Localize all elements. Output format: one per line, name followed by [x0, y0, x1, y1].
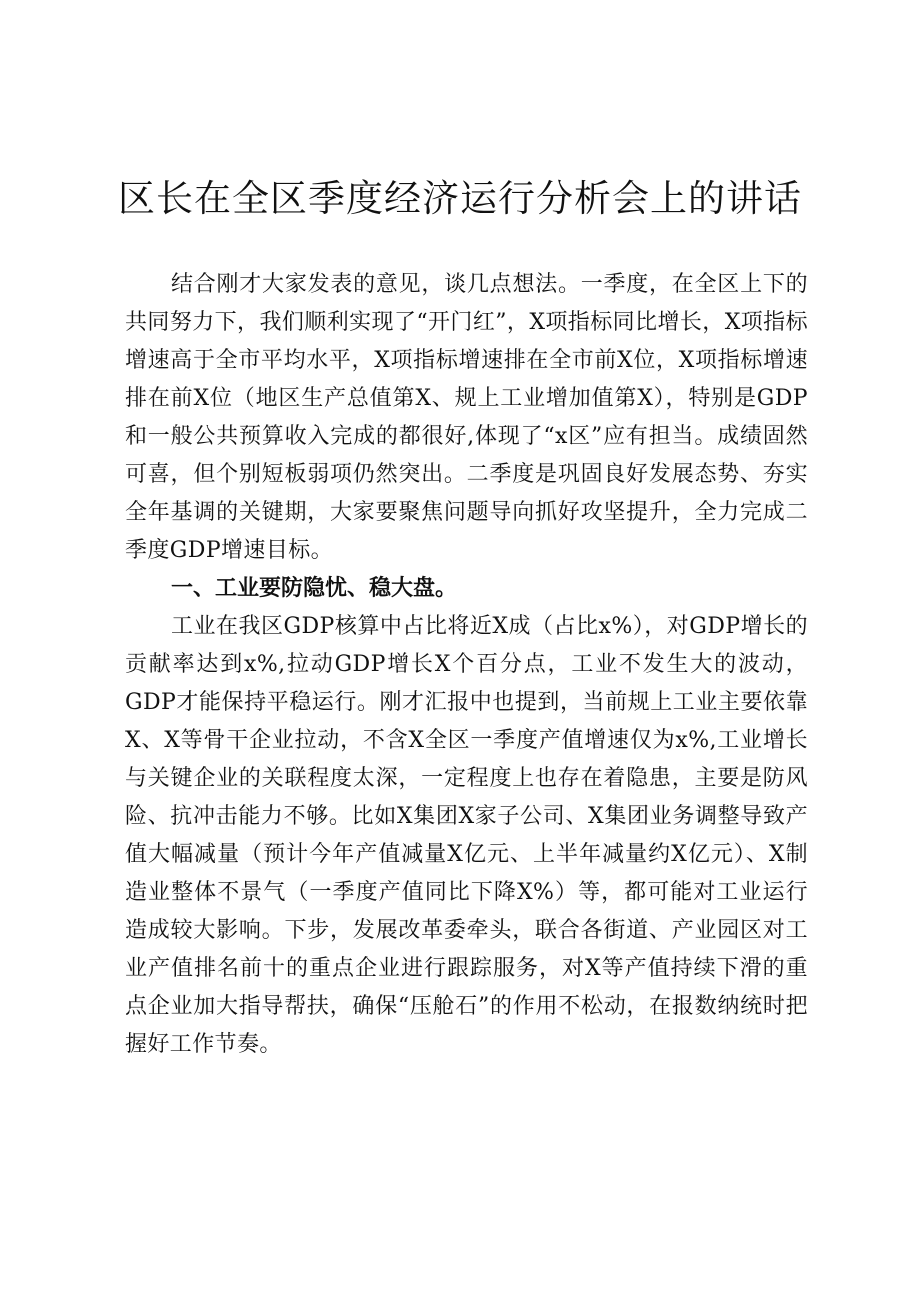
section-paragraph-industry: 工业在我区GDP核算中占比将近X成（占比x%），对GDP增长的贡献率达到x%,拉动GDP增长X个百分点，工业不发生大的波动，GDP才能保持平稳运行。刚才汇报中也提到，当前规上工业主要依靠X、X等骨干企业拉动，不含X全区一季度产值增速仅为x%,工业增长与关键企业的关联程度太深，一定程度上也存在着隐患，主要是防风险、抗冲击能力不够。比如X集团X家子公司、X集团业务调整导致产值大幅减量（预计今年产值减量X亿元、上半年减量约X亿元）、X制造业整体不景气（一季度产值同比下降X%）等，都可能对工业运行造成较大影响。下步，发展改革委牵头，联合各街道、产业园区对工业产值排名前十的重点企业进行跟踪服务，对X等产值持续下滑的重点企业加大指导帮扶，确保“压舱石”的作用不松动，在报数纳统时把握好工作节奏。	[125, 614, 808, 1057]
section-heading-industry: 一、工业要防隐忧、稳大盘。	[171, 576, 458, 601]
document-body	[125, 266, 808, 1064]
intro-paragraph: 结合刚才大家发表的意见，谈几点想法。一季度，在全区上下的共同努力下，我们顺利实现了“开门红”，X项指标同比增长，X项指标增速高于全市平均水平，X项指标增速排在全市前X位，X项指标增速排在前X位（地区生产总值第X、规上工业增加值第X），特别是GDP和一般公共预算收入完成的都很好,体现了“x区”应有担当。成绩固然可喜，但个别短板弱项仍然突出。二季度是巩固良好发展态势、夯实全年基调的关键期，大家要聚焦问题导向抓好攻坚提升，全力完成二季度GDP增速目标。	[125, 272, 808, 563]
document-title: 区长在全区季度经济运行分析会上的讲话	[118, 177, 802, 220]
